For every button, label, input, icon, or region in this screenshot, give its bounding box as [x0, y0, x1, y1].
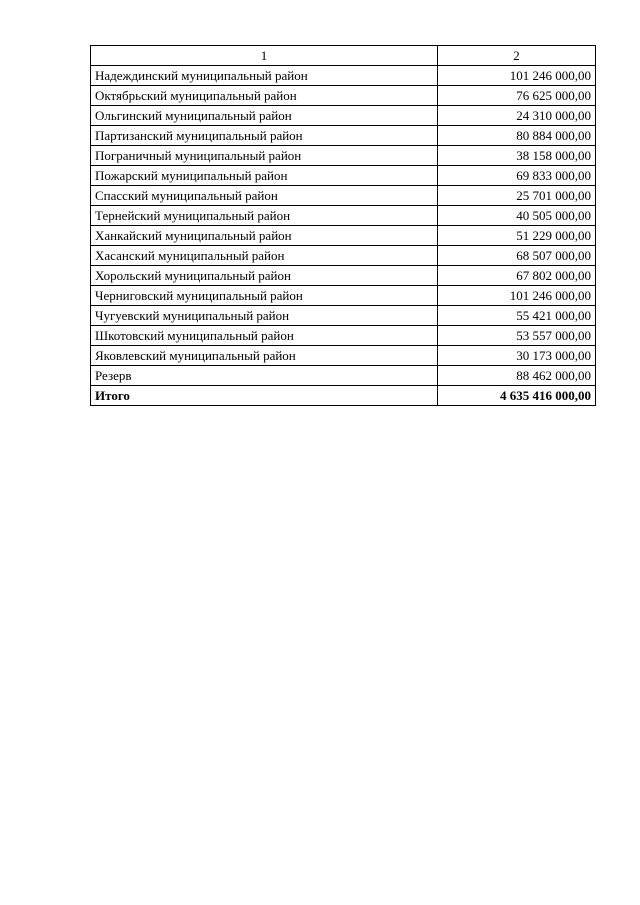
district-amount: 76 625 000,00 — [438, 86, 596, 106]
allocation-table — [90, 45, 596, 406]
district-name: Тернейский муниципальный район — [91, 206, 438, 226]
district-name: Хасанский муниципальный район — [91, 246, 438, 266]
column-header-2: 2 — [438, 46, 596, 66]
district-amount: 55 421 000,00 — [438, 306, 596, 326]
table-row — [91, 66, 596, 86]
district-name: Ольгинский муниципальный район — [91, 106, 438, 126]
district-amount: 51 229 000,00 — [438, 226, 596, 246]
district-amount: 101 246 000,00 — [438, 286, 596, 306]
district-name: Яковлевский муниципальный район — [91, 346, 438, 366]
district-name: Спасский муниципальный район — [91, 186, 438, 206]
district-amount: 101 246 000,00 — [438, 66, 596, 86]
district-amount: 67 802 000,00 — [438, 266, 596, 286]
district-amount: 30 173 000,00 — [438, 346, 596, 366]
district-amount: 69 833 000,00 — [438, 166, 596, 186]
column-header-1: 1 — [91, 46, 438, 66]
district-amount: 24 310 000,00 — [438, 106, 596, 126]
district-name: Пограничный муниципальный район — [91, 146, 438, 166]
district-name: Надеждинский муниципальный район — [91, 66, 438, 86]
table-row — [91, 106, 596, 126]
district-amount: 25 701 000,00 — [438, 186, 596, 206]
table-row — [91, 146, 596, 166]
table-row — [91, 326, 596, 346]
table-row — [91, 246, 596, 266]
district-amount: 53 557 000,00 — [438, 326, 596, 346]
table-row — [91, 86, 596, 106]
total-row — [91, 386, 596, 406]
district-name: Ханкайский муниципальный район — [91, 226, 438, 246]
reserve-label: Резерв — [91, 366, 438, 386]
table-row — [91, 366, 596, 386]
district-name: Шкотовский муниципальный район — [91, 326, 438, 346]
table-row — [91, 166, 596, 186]
table-row — [91, 126, 596, 146]
table-row — [91, 186, 596, 206]
district-name: Октябрьский муниципальный район — [91, 86, 438, 106]
district-name: Черниговский муниципальный район — [91, 286, 438, 306]
district-amount: 40 505 000,00 — [438, 206, 596, 226]
table-row — [91, 266, 596, 286]
table-row — [91, 286, 596, 306]
table-header-row — [91, 46, 596, 66]
reserve-amount: 88 462 000,00 — [438, 366, 596, 386]
district-name: Хорольский муниципальный район — [91, 266, 438, 286]
table-row — [91, 226, 596, 246]
table-row — [91, 206, 596, 226]
table-row — [91, 306, 596, 326]
district-name: Чугуевский муниципальный район — [91, 306, 438, 326]
district-name: Пожарский муниципальный район — [91, 166, 438, 186]
total-amount: 4 635 416 000,00 — [438, 386, 596, 406]
total-label: Итого — [91, 386, 438, 406]
district-amount: 38 158 000,00 — [438, 146, 596, 166]
district-amount: 80 884 000,00 — [438, 126, 596, 146]
district-name: Партизанский муниципальный район — [91, 126, 438, 146]
table-row — [91, 346, 596, 366]
district-amount: 68 507 000,00 — [438, 246, 596, 266]
table-body — [91, 66, 596, 406]
